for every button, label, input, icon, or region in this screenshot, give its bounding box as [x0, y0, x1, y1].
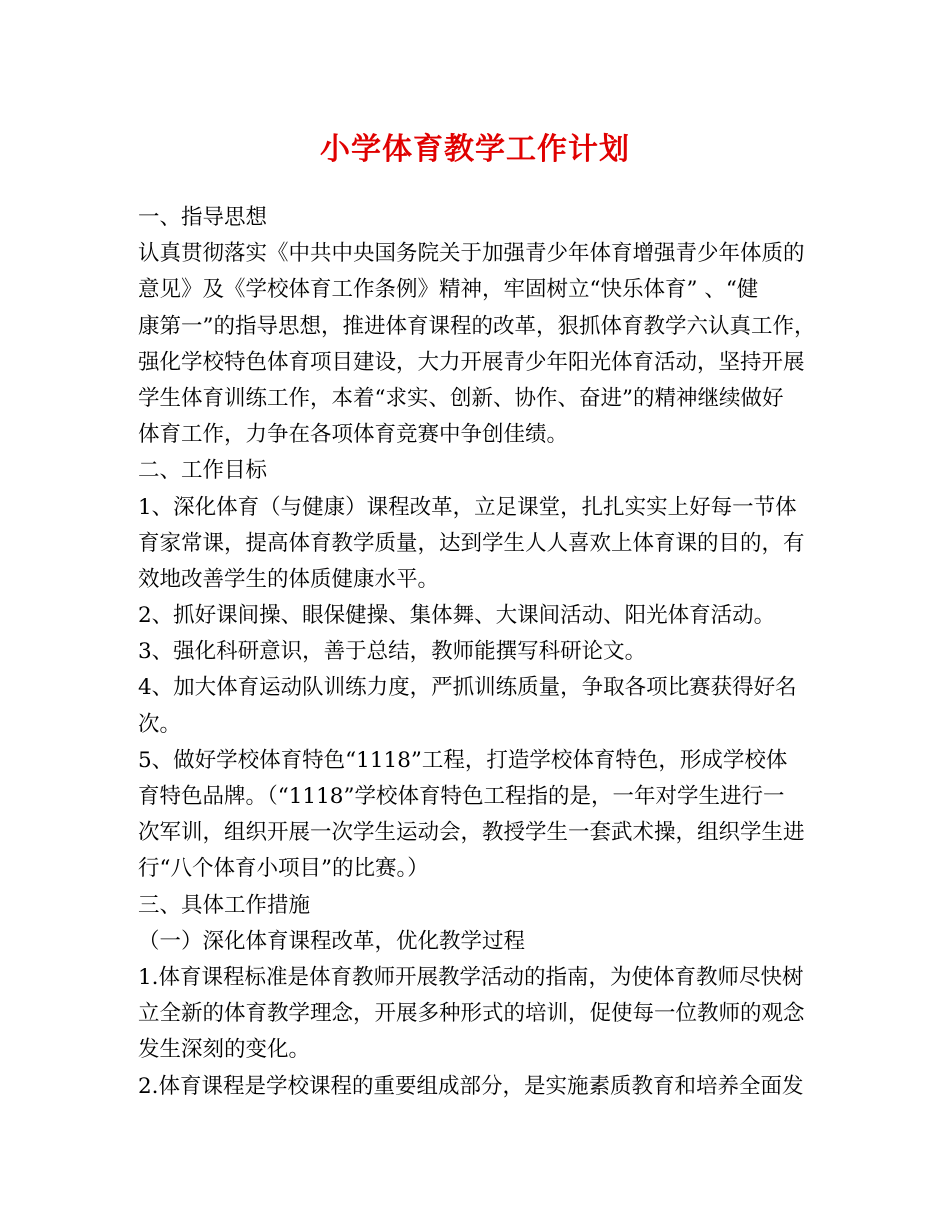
- text-line: 三、具体工作措施: [138, 892, 311, 918]
- text-line: 育家常课，提高体育教学质量，达到学生人人喜欢上体育课的目的，有: [138, 530, 805, 556]
- text-line: 次军训，组织开展一次学生运动会，教授学生一套武术操，组织学生进: [138, 820, 805, 846]
- text-line: 强化学校特色体育项目建设，大力开展青少年阳光体育活动，坚持开展: [138, 349, 805, 375]
- text-line: 立全新的体育教学理念，开展多种形式的培训，促使每一位教师的观念: [138, 1001, 805, 1027]
- text-line: 次。: [138, 711, 182, 737]
- text-line: 2.体育课程是学校课程的重要组成部分，是实施素质教育和培养全面发: [138, 1073, 804, 1099]
- text-line: 康第一”的指导思想，推进体育课程的改革，狠抓体育教学六认真工作，: [138, 313, 816, 339]
- text-line: 效地改善学生的体质健康水平。: [138, 566, 440, 592]
- text-line: 发生深刻的变化。: [138, 1037, 311, 1063]
- text-line: 5、做好学校体育特色“1118”工程，打造学校体育特色，形成学校体: [138, 747, 788, 773]
- text-line: 4、加大体育运动队训练力度，严抓训练质量，争取各项比赛获得好名: [138, 675, 797, 701]
- text-line: 育特色品牌。（“1118”学校体育特色工程指的是，一年对学生进行一: [138, 784, 785, 809]
- text-line: 2、抓好课间操、眼保健操、集体舞、大课间活动、阳光体育活动。: [138, 603, 776, 629]
- text-line: 意见》及《学校体育工作条例》精神，牢固树立“快乐体育” 、“健: [138, 277, 759, 303]
- text-line: 学生体育训练工作，本着“求实、创新、协作、奋进”的精神继续做好: [138, 385, 784, 411]
- text-line: 行“八个体育小项目”的比赛。）: [138, 856, 429, 882]
- text-line: 一、指导思想: [138, 205, 268, 230]
- text-line: 1、深化体育（与健康）课程改革，立足课堂，扎扎实实上好每一节体: [138, 494, 797, 520]
- text-line: 3、强化科研意识，善于总结，教师能撰写科研论文。: [138, 639, 647, 665]
- document-body: [138, 200, 828, 1105]
- text-line: 体育工作，力争在各项体育竞赛中争创佳绩。: [138, 422, 569, 448]
- text-line: 认真贯彻落实《中共中央国务院关于加强青少年体育增强青少年体质的: [138, 241, 805, 267]
- text-line: （一）深化体育课程改革，优化教学过程: [138, 928, 526, 954]
- text-line: 1.体育课程标准是体育教师开展教学活动的指南，为使体育教师尽快树: [138, 964, 804, 990]
- text-line: 二、工作目标: [138, 458, 268, 484]
- document-title: 小学体育教学工作计划: [320, 132, 630, 167]
